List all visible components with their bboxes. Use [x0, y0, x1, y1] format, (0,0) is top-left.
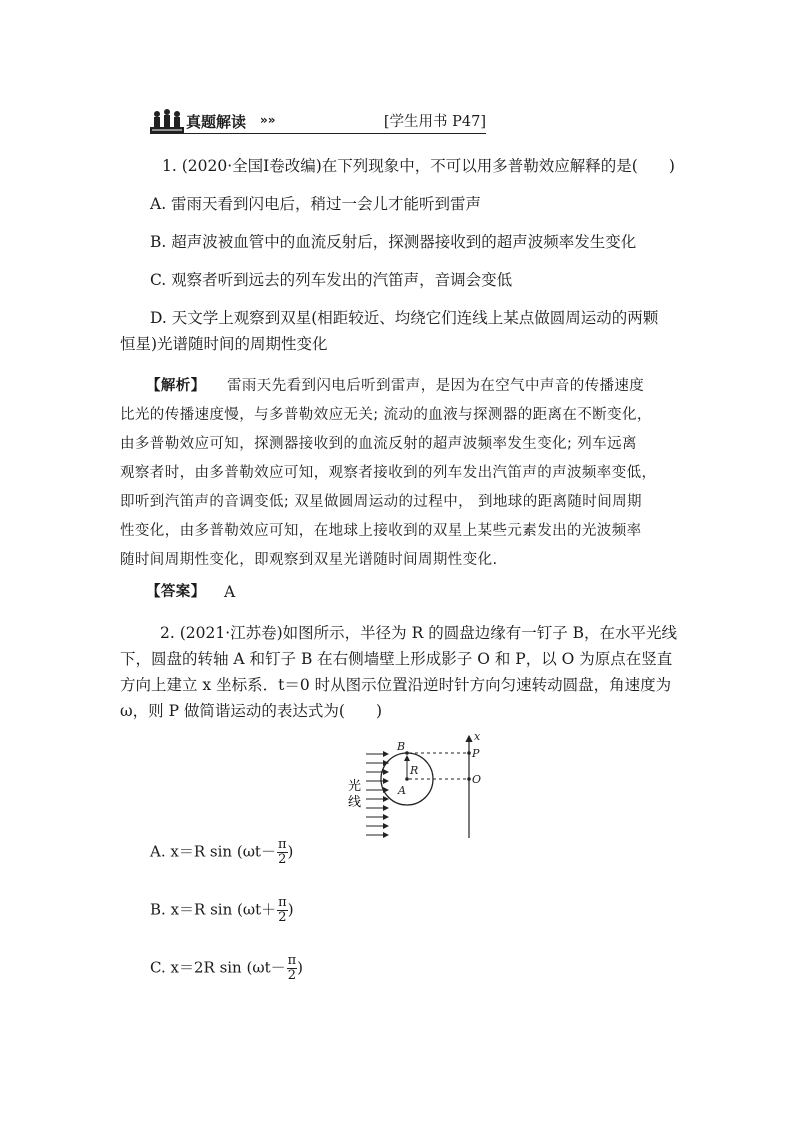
section-title: 真题解读 [186, 113, 247, 131]
solution-line-4: 观察者时，由多普勒效应可知，观察者接收到的列车发出汽笛声的声波频率变低， [120, 465, 657, 481]
book-page-reference: [学生用书 P47] [383, 114, 486, 130]
option-expression: x＝R sin (ωt－ [170, 842, 276, 861]
label-r: R [410, 764, 419, 777]
q1-option-c: C. 观察者听到远去的列车发出的汽笛声，音调会变低 [150, 271, 513, 289]
option-letter: A. [150, 842, 166, 861]
q2-line-1: 2. (2021·江苏卷)如图所示，半径为 R 的圆盘边缘有一钉子 B，在水平光线 [160, 624, 678, 642]
header-divider [150, 133, 486, 134]
q2-line-2: 下，圆盘的转轴 A 和钉子 B 在右侧墙壁上形成影子 O 和 P，以 O 为原点在竖直 [120, 650, 673, 668]
q2-option-a: A. x＝R sin (ωt－ $\frac{\pi}{2}$ ) [150, 837, 294, 867]
students-icon [150, 108, 184, 134]
answer-label: 【答案】 [146, 584, 206, 600]
shadow-o-dot [467, 777, 471, 781]
option-expression: x＝2R sin (ωt－ [170, 958, 286, 977]
q1-option-a: A. 雷雨天看到闪电后，稍过一会儿才能听到雷声 [150, 195, 482, 213]
solution-line-5: 即听到汽笛声的音调变低; 双星做圆周运动的过程中， 到地球的距离随时间周期 [120, 494, 642, 510]
light-label-2: 线 [348, 795, 362, 810]
option-expression: x＝R sin (ωt＋ [170, 900, 277, 919]
label-x: x [474, 730, 481, 743]
label-o: O [472, 773, 482, 786]
q2-option-c: C. x＝2R sin (ωt－ $\frac{\pi}{2}$ ) [150, 953, 304, 983]
double-chevron-icon: »» [260, 113, 276, 127]
q2-line-4: ω，则 P 做简谐运动的表达式为( ) [120, 702, 383, 720]
pi-over-2-fraction: $\frac{\pi}{2}$ [287, 953, 297, 983]
label-p: P [472, 747, 480, 760]
solution-label: 【解析】 [146, 378, 206, 394]
q2-option-b: B. x＝R sin (ωt＋ $\frac{\pi}{2}$ ) [150, 895, 294, 925]
label-a: A [398, 784, 406, 797]
q1-stem: 1. (2020·全国Ⅰ卷改编)在下列现象中，不可以用多普勒效应解释的是( ) [162, 157, 675, 175]
answer-value: A [224, 583, 236, 601]
solution-line-6: 性变化，由多普勒效应可知，在地球上接收到的双星上某些元素发出的光波频率 [120, 523, 642, 539]
solution-line-3: 由多普勒效应可知，探测器接收到的血流反射的超声波频率发生变化; 列车远离 [120, 436, 637, 452]
label-b: B [397, 740, 406, 753]
q1-option-b: B. 超声波被血管中的血流反射后，探测器接收到的超声波频率发生变化 [150, 233, 637, 251]
option-letter: C. [150, 958, 166, 977]
pi-over-2-fraction: $\frac{\pi}{2}$ [278, 895, 287, 925]
solution-line-1: 雷雨天先看到闪电后听到雷声，是因为在空气中声音的传播速度 [227, 378, 645, 394]
shadow-p-dot [467, 751, 471, 755]
solution-line-2: 比光的传播速度慢，与多普勒效应无关; 流动的血液与探测器的距离在不断变化， [120, 407, 652, 423]
solution-line-7: 随时间周期性变化，即观察到双星光谱随时间周期性变化. [120, 552, 498, 568]
nail-b-dot [405, 751, 409, 755]
q1-option-d-line2: 恒星)光谱随时间的周期性变化 [120, 335, 328, 353]
q2-line-3: 方向上建立 x 坐标系．t＝0 时从图示位置沿逆时针方向匀速转动圆盘，角速度为 [120, 676, 672, 694]
pi-over-2-fraction: $\frac{\pi}{2}$ [277, 837, 287, 867]
disk-shadow-figure [330, 730, 510, 842]
option-letter: B. [150, 900, 166, 919]
section-header [150, 108, 486, 134]
q1-option-d-line1: D. 天文学上观察到双星(相距较近、均绕它们连线上某点做圆周运动的两颗 [150, 309, 659, 327]
light-label-1: 光 [348, 779, 362, 794]
